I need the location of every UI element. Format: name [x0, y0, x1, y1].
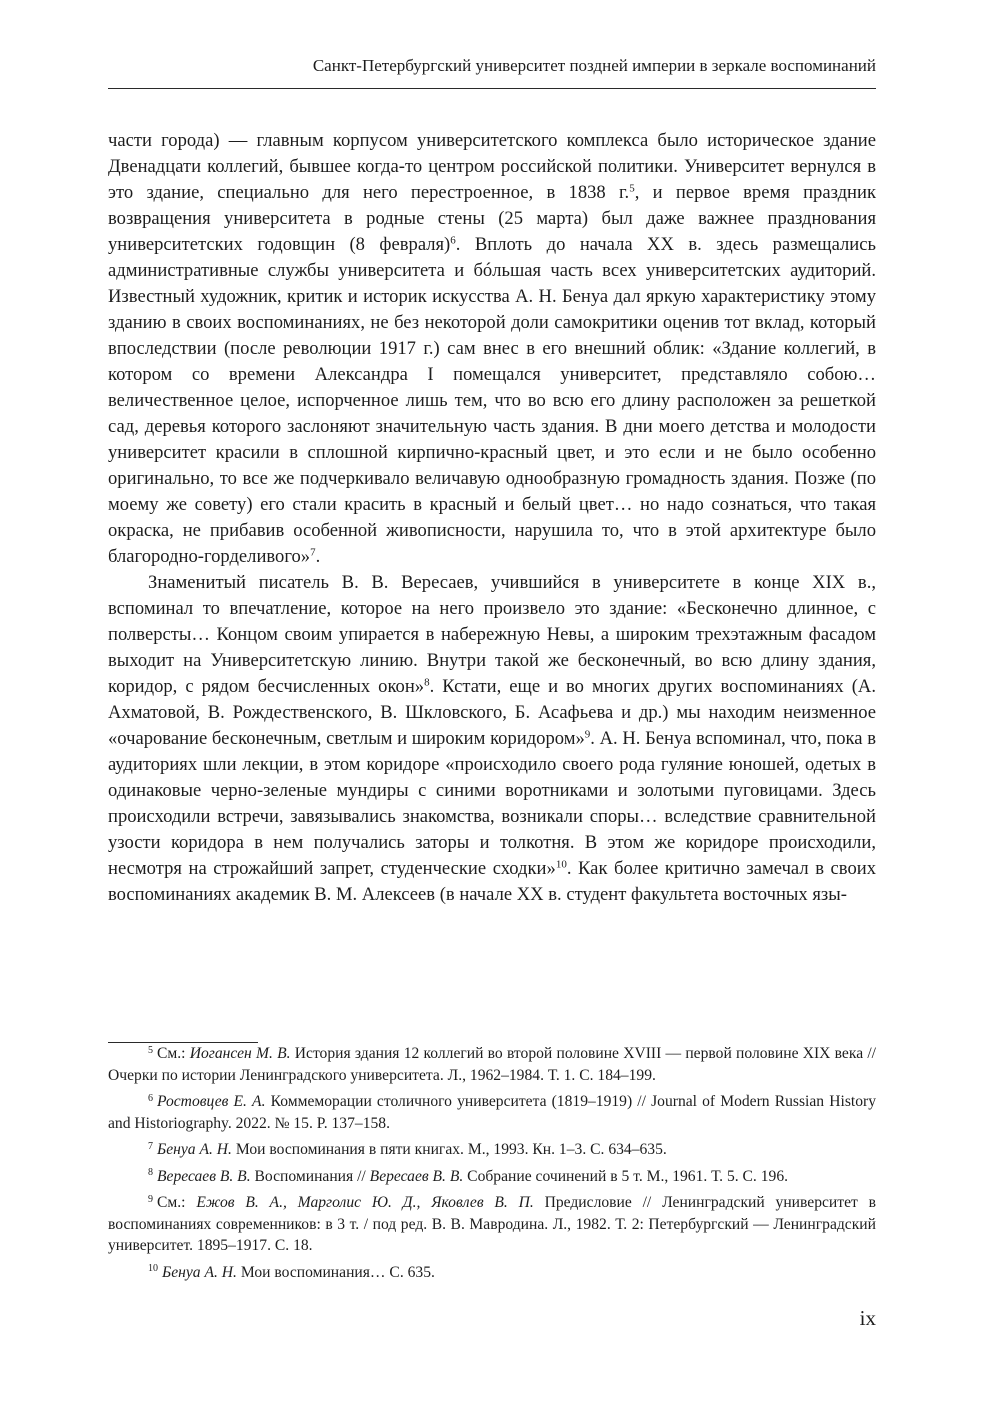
footnote-author: Вересаев В. В. [369, 1167, 464, 1185]
footnote-number: 10 [148, 1263, 158, 1274]
footnote-author: Ежов В. А., Марголис Ю. Д., Яковлев В. П. [196, 1194, 534, 1211]
footnote-author: Иогансен М. В. [189, 1045, 291, 1062]
paragraph-text: . Кстати, еще и во многих других воспоминаниях (А. Ахматовой, В. Рождественского, В. Шкловского, Б. Асафьева и др.) мы находим неизменное «очарование бесконечным, светлым и широким коридором» [108, 676, 876, 749]
page-number: ix [859, 1306, 876, 1330]
footnote-number: 7 [148, 1140, 153, 1152]
running-head: Санкт-Петербургский университет поздней империи в зеркале воспоминаний [312, 56, 876, 75]
footnote-text: Предисловие // Ленинградский университет в воспоминаниях современников: в 3 т. / под ред. В. В. Мавродина. Л., 1982. Т. 2: Петербургский — Ленинградский университет. 1895–1917. С. 18. [108, 1194, 876, 1254]
footnote-text: Мои воспоминания… С. 635. [236, 1263, 435, 1281]
footnote-text: История здания 12 коллегий во второй половине XVIII — первой половине XIX века // Очерки по истории Ленинградского университета. Л., 1962–1984. Т. 1. С. 184–199. [108, 1045, 876, 1084]
footnote-text: См.: [157, 1045, 190, 1062]
footnote-author: Вересаев В. В. [157, 1167, 251, 1185]
footnote-text: См.: [157, 1194, 197, 1211]
footnote-number: 9 [148, 1193, 153, 1205]
footnote-author: Бенуа А. Н. [157, 1141, 232, 1158]
paragraph-2 [108, 570, 876, 908]
footnote-author: Бенуа А. Н. [162, 1263, 237, 1281]
footnote-7 [108, 1139, 876, 1161]
footnote-8 [108, 1166, 876, 1188]
footnote-ref: 9 [584, 728, 591, 741]
footnote-ref: 6 [450, 234, 456, 247]
footnotes [108, 1043, 876, 1288]
footnote-number: 5 [148, 1044, 153, 1056]
footnote-ref: 8 [424, 676, 430, 689]
paragraph-1 [108, 128, 876, 570]
paragraph-text: Знаменитый писатель В. В. Вересаев, учившийся в университете в конце XIX в., вспоминал то впечатление, которое на него произвело это здание: «Бесконечно длинное, с полверсты… Концом своим упирается в набережную Невы, а широким трехэтажным фасадом выходит на Университетскую линию. Внутри такой же бесконечный, во всю длину здания, коридор, с рядом бесчисленных окон» [108, 572, 876, 697]
footnote-ref: 10 [555, 858, 567, 871]
footnote-text: Воспоминания // [250, 1167, 370, 1185]
header-rule [108, 88, 876, 89]
footnote-author: Ростовцев Е. А. [157, 1093, 266, 1110]
footnote-text: Мои воспоминания в пяти книгах. М., 1993. Кн. 1–3. С. 634–635. [231, 1141, 667, 1158]
paragraph-text: , и первое время праздник возвращения университета в родные стены (25 марта) был даже важнее празднования университетских годовщин (8 февраля) [108, 182, 876, 255]
footnote-number: 6 [148, 1092, 153, 1104]
footnote-number: 8 [148, 1167, 153, 1178]
paragraph-text: . Как более критично замечал в своих воспоминаниях академик В. М. Алексеев (в начале XX в. студент факультета восточных язы- [108, 858, 876, 905]
footnote-ref: 7 [310, 546, 316, 559]
body-text [108, 128, 876, 908]
paragraph-text: части города) — главным корпусом университетского комплекса было историческое здание Двенадцати коллегий, бывшее когда-то центром российской политики. Университет вернулся в это здание, специально для него перестроенное, в 1838 г. [108, 130, 876, 203]
footnote-ref: 5 [629, 182, 635, 195]
footnote-10 [108, 1262, 876, 1284]
paragraph-text: . Вплоть до начала XX в. здесь размещались административные службы университета и бóльшая часть всех университетских аудиторий. Известный художник, критик и историк искусства А. Н. Бенуа дал яркую характеристику этому зданию в своих воспоминаниях, не без некоторой доли самокритики оценив тот вклад, который впоследствии (после революции 1917 г.) сам внес в его внешний облик: «Здание коллегий, в котором со времени Александра I помещался университет, представляло собою… величественное целое, испорченное лишь тем, что во всю его длину расположен за решеткой сад, деревья которого заслоняют значительную часть здания. В дни моего детства и молодости университет красили в сплошной кирпично-красный цвет, и это если и не было особенно оригинально, то все же подчеркивало величавую однообразную громадность здания. Позже (по моему же совету) его стали красить в красный и белый цвет… но надо сознаться, что такая окраска, не прибавив особенной живописности, нарушила то, что в этой архитектуре было благородно-горделивого» [108, 234, 876, 567]
footnote-6 [108, 1091, 876, 1134]
footnote-5 [108, 1043, 876, 1086]
footnote-text: Коммеморации столичного университета (1819–1919) // Journal of Modern Russian History and Historiography. 2022. № 15. P. 137–158. [108, 1093, 877, 1132]
paragraph-text: . [315, 546, 321, 567]
footnote-9 [108, 1192, 876, 1257]
footnote-text: Собрание сочинений в 5 т. М., 1961. Т. 5. С. 196. [463, 1167, 789, 1185]
paragraph-text: . А. Н. Бенуа вспоминал, что, пока в аудиториях шли лекции, в этом коридоре «происходило своего рода гуляние юношей, одетых в одинаковые черно-зеленые мундиры с синими воротниками и золотыми пуговицами. Здесь происходили встречи, завязывались знакомства, возникали споры… вследствие сравнительной узости коридора в нем получались заторы и толкотня. В этом же коридоре происходили, несмотря на строжайший запрет, студенческие сходки» [108, 728, 876, 879]
